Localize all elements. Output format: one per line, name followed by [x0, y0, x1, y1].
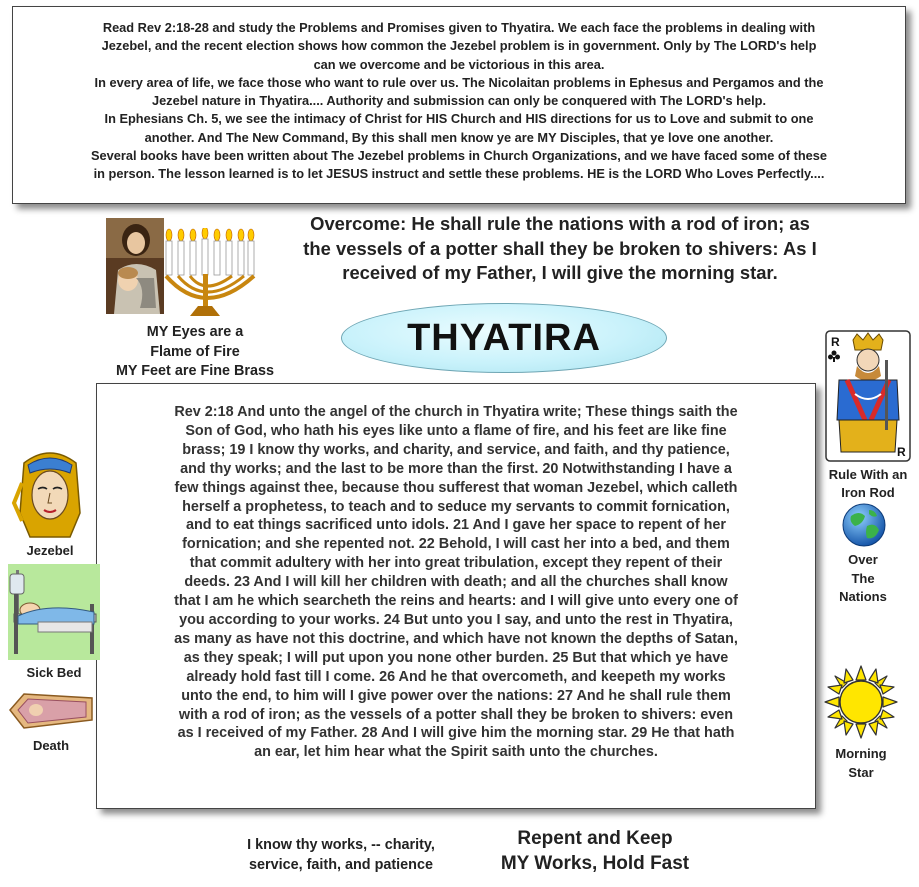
scripture-line: herself a prophetess, to teach and to seduce my servants to commit fornication,: [182, 498, 730, 515]
coffin-icon: [6, 688, 96, 734]
label-line: Rule With an: [828, 467, 908, 482]
morning-star-label: [818, 745, 904, 782]
works-caption: [216, 835, 466, 875]
scripture-line: deeds. 23 And I will kill her children with death; and all the churches shall know: [184, 574, 728, 591]
scripture-line: as they speak; I will put upon you none other burden. 25 But that which ye have: [183, 649, 729, 666]
overcome-line: received of my Father, I will give the morning star.: [342, 262, 778, 283]
sun-icon: [823, 664, 899, 740]
scripture-text: [111, 403, 801, 762]
scripture-line: you according to your works. 24 But unto you I say, and unto the rest in Thyatira,: [179, 611, 733, 628]
intro-line: in person. The lesson learned is to let JESUS instruct and settle these problems. HE is the LORD Who Loves Perfectly....: [93, 166, 825, 182]
label-line: Star: [848, 764, 874, 780]
caption-line: MY Works, Hold Fast: [500, 853, 690, 874]
svg-text:R: R: [897, 445, 906, 459]
label-line: The: [851, 570, 875, 586]
scripture-box: [96, 383, 816, 809]
scripture-line: few things against thee, because thou sufferest that woman Jezebel, which calleth: [174, 479, 738, 496]
rule-iron-rod-label: [818, 466, 918, 501]
scripture-line: Rev 2:18 And unto the angel of the church in Thyatira write; These things saith the: [174, 404, 738, 420]
intro-line: Jezebel, and the recent election shows how common the Jezebel problem is in government. Only by The LORD's help: [101, 38, 817, 54]
scripture-line: brass; 19 I know thy works, and charity, and service, and faith, and thy patience,: [182, 441, 730, 458]
overcome-line: the vessels of a potter shall they be broken to shivers: As I: [303, 237, 817, 259]
caption-line: Flame of Fire: [150, 343, 240, 360]
caption-line: MY Eyes are a: [146, 324, 244, 340]
globe-icon: [841, 502, 887, 548]
eyes-feet-caption: [98, 323, 292, 382]
jesus-child-picture: [106, 218, 164, 314]
death-label: Death: [32, 738, 70, 753]
intro-text: [27, 19, 891, 184]
intro-line: can we overcome and be victorious in this area.: [313, 56, 605, 72]
scripture-line: unto the end, to him will I give power over the nations: 27 And he shall rule them: [181, 687, 731, 704]
scripture-line: as many as have not this doctrine, and which have not known the depths of Satan,: [174, 630, 738, 647]
scripture-line: that I am he which searcheth the reins and hearts: and I will give unto every one of: [174, 593, 738, 610]
sick-bed-label: Sick Bed: [26, 665, 82, 680]
scripture-line: as I received of my Father. 28 And I will give him the morning star. 29 He that hath: [177, 725, 735, 742]
intro-line: In Ephesians Ch. 5, we see the intimacy of Christ for HIS Church and HIS directions for us to Love and submit to one: [104, 111, 814, 127]
repent-caption: [470, 826, 720, 876]
caption-line: I know thy works, -- charity,: [247, 837, 435, 853]
sick-bed-icon: [8, 564, 100, 660]
page-title: THYATIRA: [407, 316, 601, 359]
intro-line: In every area of life, we face those who want to rule over us. The Nicolaitan problems in Ephesus and Pergamos and the: [94, 74, 824, 90]
label-line: Iron Rod: [841, 484, 895, 500]
overcome-promise: [272, 212, 848, 286]
overcome-line: Overcome: He shall rule the nations with a rod of iron; as: [310, 213, 810, 234]
label-line: Morning: [835, 746, 887, 761]
king-of-clubs-card-icon: [825, 330, 911, 462]
scripture-line: an ear, let him hear what the Spirit saith unto the churches.: [254, 744, 658, 761]
title-oval: [341, 303, 667, 373]
intro-line: Read Rev 2:18-28 and study the Problems and Promises given to Thyatira. We each face the problems in dealing with: [102, 20, 816, 35]
label-line: Nations: [839, 589, 887, 604]
caption-line: service, faith, and patience: [249, 857, 433, 873]
scripture-line: and to eat things sacrificed unto idols. 21 And I gave her space to repent of her: [185, 517, 727, 534]
scripture-line: already hold fast till I come. 26 And he that overcometh, and keepeth my works: [186, 668, 726, 685]
intro-line: Jezebel nature in Thyatira.... Authority and submission can only be conquered with The LORD's help.: [151, 93, 767, 109]
caption-line: MY Feet are Fine Brass: [115, 363, 275, 379]
jezebel-label: Jezebel: [26, 543, 74, 558]
scripture-line: and thy works; and the last to be more than the first. 20 Notwithstanding I have a: [180, 460, 732, 477]
intro-line: another. And The New Command, By this shall men know ye are MY Disciples, that ye love one another.: [144, 129, 774, 145]
scripture-line: Son of God, who hath his eyes like unto a flame of fire, and his feet are like fine: [185, 422, 727, 439]
caption-line: Repent and Keep: [517, 828, 673, 849]
intro-box: [12, 6, 906, 204]
over-nations-label: [818, 551, 908, 607]
label-line: Over: [848, 552, 878, 567]
scripture-line: fornication; and she repented not. 22 Behold, I will cast her into a bed, and them: [182, 536, 730, 553]
intro-line: Several books have been written about The Jezebel problems in Church Organizations, and we have faced some of these: [90, 148, 827, 164]
menorah-icon: [160, 228, 258, 318]
jezebel-icon: [10, 443, 90, 539]
scripture-line: with a rod of iron; as the vessels of a potter shall they be broken to shivers: even: [178, 706, 734, 723]
svg-text:R: R: [831, 335, 840, 349]
scripture-line: that commit adultery with her into great tribulation, except they repent of their: [189, 555, 723, 572]
